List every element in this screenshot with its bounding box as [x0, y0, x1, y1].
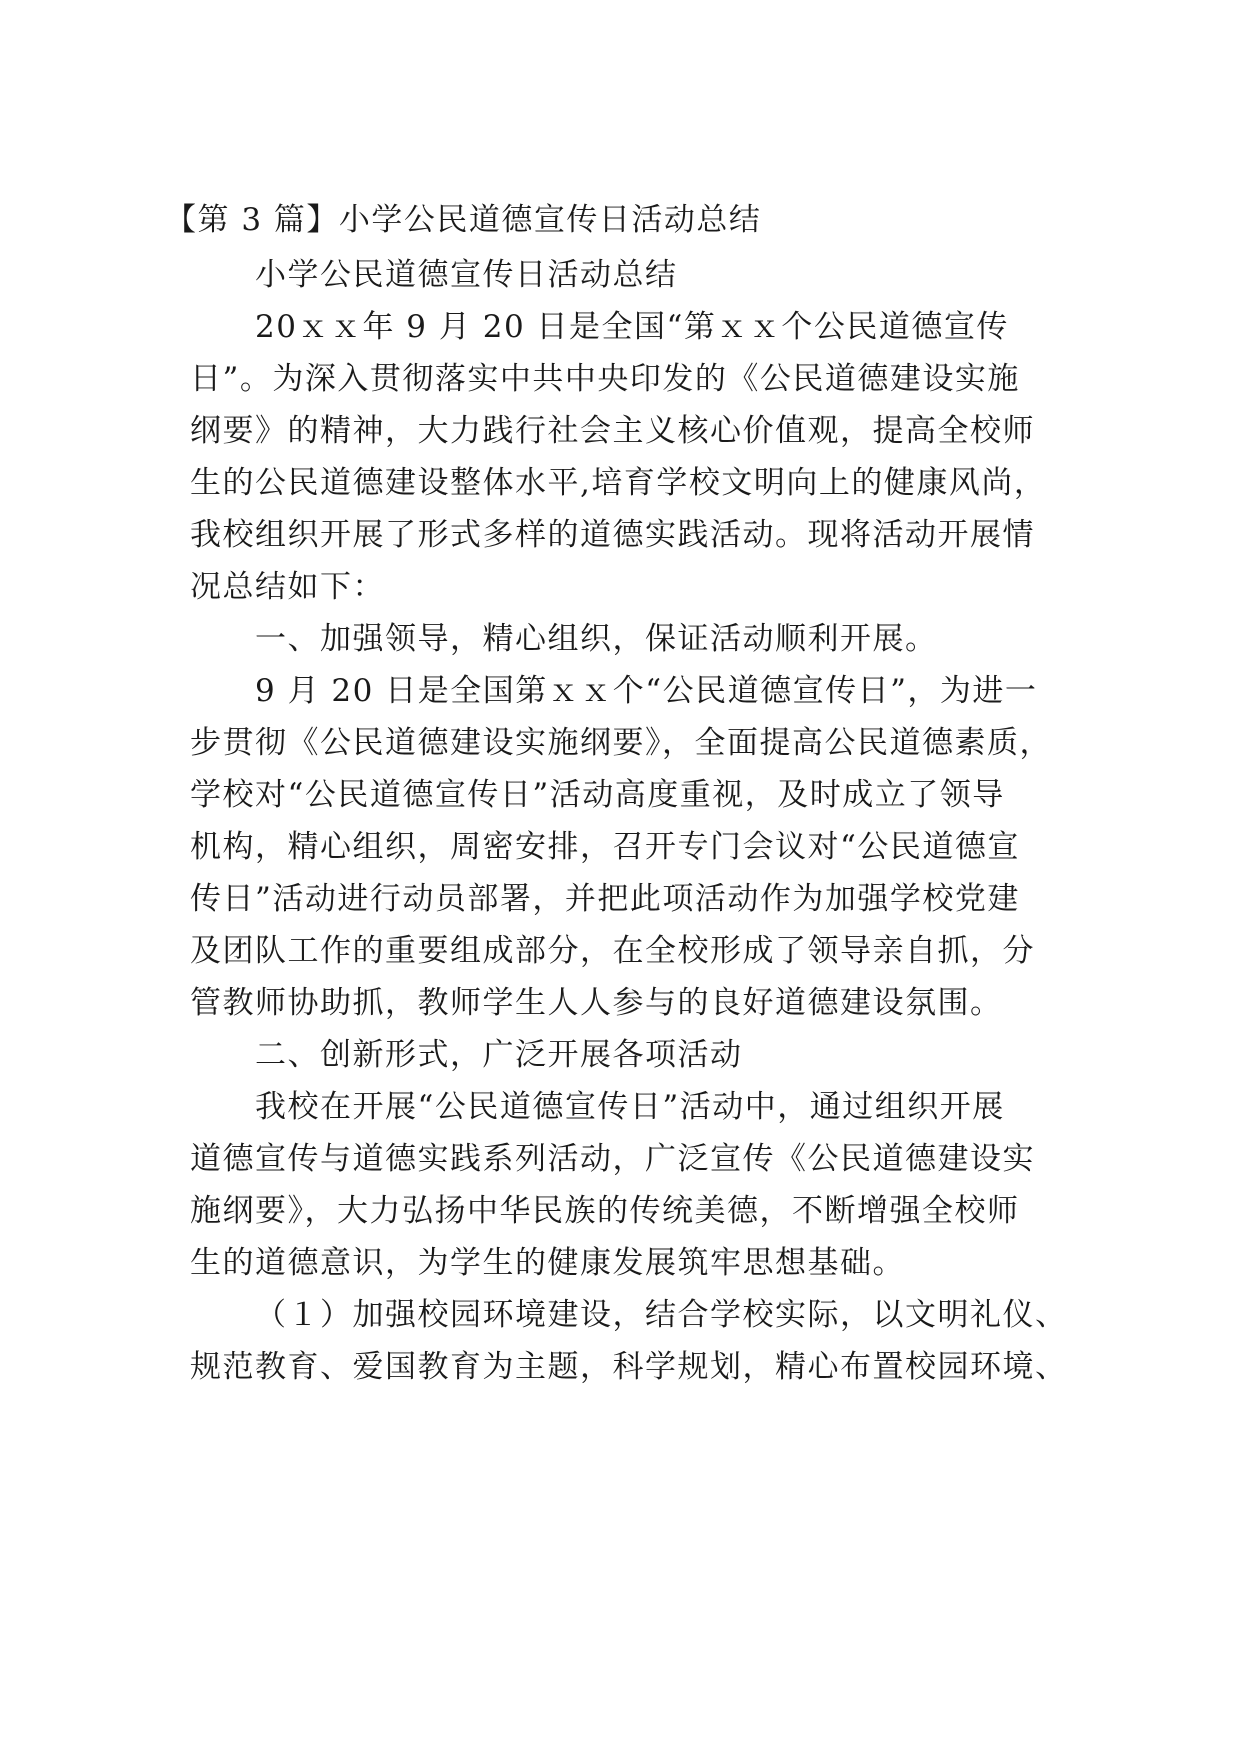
paragraph-line: 传日”活动进行动员部署，并把此项活动作为加强学校党建 — [190, 881, 1020, 917]
paragraph-line: 规范教育、爱国教育为主题，科学规划，精心布置校园环境、 — [190, 1349, 1068, 1385]
paragraph-line: 纲要》的精神，大力践行社会主义核心价值观，提高全校师 — [190, 413, 1035, 449]
document-title: 小学公民道德宣传日活动总结 — [255, 257, 678, 293]
paragraph-line: 施纲要》，大力弘扬中华民族的传统美德，不断增强全校师 — [190, 1193, 1020, 1229]
paragraph-line: 生的道德意识，为学生的健康发展筑牢思想基础。 — [190, 1245, 905, 1281]
paragraph-line: 我校在开展“公民道德宣传日”活动中，通过组织开展 — [255, 1089, 1005, 1125]
paragraph-line: 日”。为深入贯彻落实中共中央印发的《公民道德建设实施 — [190, 361, 1020, 397]
paragraph-line: 管教师协助抓，教师学生人人参与的良好道德建设氛围。 — [190, 985, 1003, 1021]
paragraph-line: 机构，精心组织，周密安排，召开专门会议对“公民道德宣 — [190, 829, 1020, 865]
paragraph-line: 9 月 20 日是全国第ｘｘ个“公民道德宣传日”，为进一 — [255, 673, 1038, 709]
paragraph-line: （１）加强校园环境建设，结合学校实际，以文明礼仪、 — [255, 1297, 1068, 1333]
paragraph-line: 及团队工作的重要组成部分，在全校形成了领导亲自抓，分 — [190, 933, 1035, 969]
section-heading: 一、加强领导，精心组织，保证活动顺利开展。 — [255, 621, 938, 657]
paragraph-line: 我校组织开展了形式多样的道德实践活动。现将活动开展情 — [190, 517, 1035, 553]
paragraph-line: 况总结如下： — [190, 569, 385, 605]
section-heading: 二、创新形式，广泛开展各项活动 — [255, 1037, 743, 1073]
paragraph-line: 20ｘｘ年 9 月 20 日是全国“第ｘｘ个公民道德宣传 — [255, 309, 1009, 345]
paragraph-line: 生的公民道德建设整体水平,培育学校文明向上的健康风尚， — [190, 465, 1047, 501]
paragraph-line: 步贯彻《公民道德建设实施纲要》，全面提高公民道德素质， — [190, 725, 1052, 761]
paragraph-line: 道德宣传与道德实践系列活动，广泛宣传《公民道德建设实 — [190, 1141, 1035, 1177]
document-heading: 【第 3 篇】小学公民道德宣传日活动总结 — [165, 202, 762, 238]
paragraph-line: 学校对“公民道德宣传日”活动高度重视，及时成立了领导 — [190, 777, 1005, 813]
